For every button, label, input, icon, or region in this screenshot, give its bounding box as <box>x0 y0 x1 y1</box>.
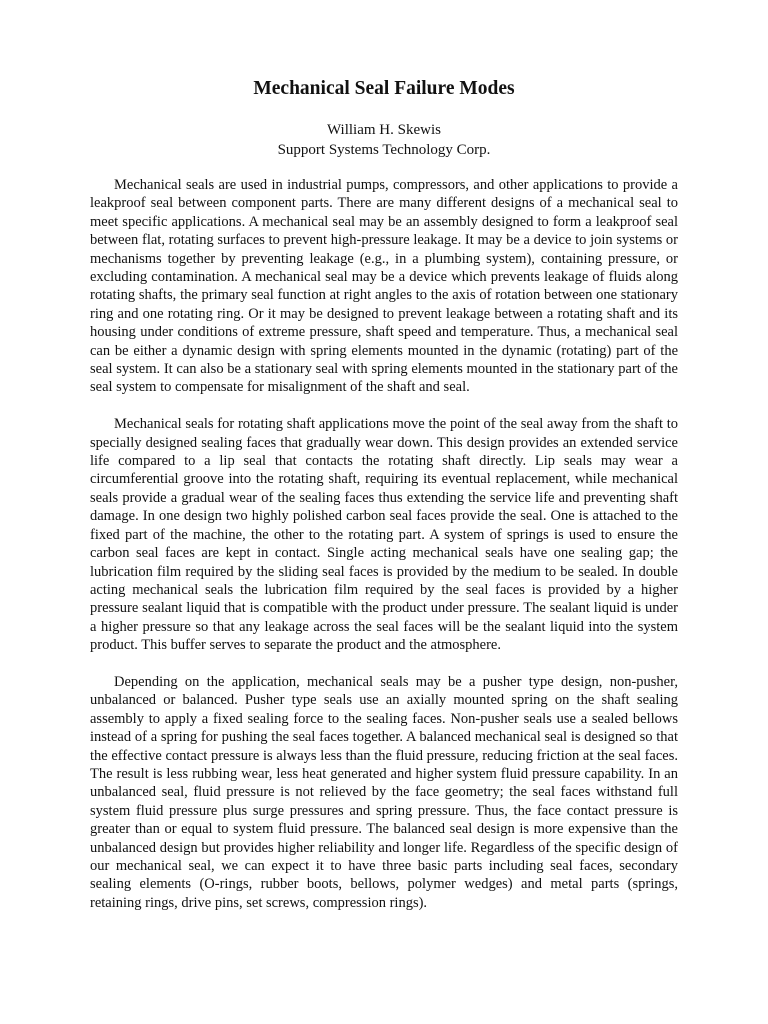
byline <box>90 120 678 160</box>
paragraph-2: Mechanical seals for rotating shaft applications move the point of the seal away from the shaft to specially designed sealing faces that gradually wear down. This design provides an extended service life compared to a lip seal that contacts the rotating shaft directly. Lip seals may wear a circumferential groove into the rotating shaft, requiring its eventual replacement, while mechanical seals provide a gradual wear of the sealing faces thus extending the service life and preventing shaft damage. In one design two highly polished carbon seal faces provide the seal. One is attached to the fixed part of the machine, the other to the rotating part. A system of springs is used to ensure the carbon seal faces are kept in contact. Single acting mechanical seals have one sealing gap; the lubrication film required by the sliding seal faces is provided by the medium to be sealed. In double acting mechanical seals the lubrication film required by the seal faces is provided by a higher pressure sealant liquid that is compatible with the product under pressure. The sealant liquid is under a higher pressure so that any leakage across the seal faces will be the sealant liquid into the system product. This buffer serves to separate the product and the atmosphere. <box>90 416 678 654</box>
author-name: William H. Skewis <box>327 122 441 138</box>
body-text <box>90 176 678 912</box>
document-title: Mechanical Seal Failure Modes <box>253 78 515 99</box>
paragraph-3: Depending on the application, mechanical seals may be a pusher type design, non-pusher, unbalanced or balanced. Pusher type seals use an axially mounted spring on the shaft sealing assembly to apply a fixed sealing force to the sealing faces. Non-pusher seals use a sealed bellows instead of a spring for pushing the seal faces together. A balanced mechanical seal is designed so that the effective contact pressure is always less than the fluid pressure, reducing friction at the seal faces. The result is less rubbing wear, less heat generated and higher system fluid pressure capability. In an unbalanced seal, fluid pressure is not relieved by the face geometry; the seal faces withstand full system fluid pressure plus surge pressures and spring pressure. Thus, the face contact pressure is greater than or equal to system fluid pressure. The balanced seal design is more expensive than the unbalanced design but provides higher reliability and longer life. Regardless of the specific design of our mechanical seal, we can expect it to have three basic parts including seal faces, secondary sealing elements (O-rings, rubber boots, bellows, polymer wedges) and metal parts (springs, retaining rings, drive pins, set screws, compression rings). <box>90 673 678 911</box>
document-page <box>90 0 678 912</box>
author-affiliation: Support Systems Technology Corp. <box>277 142 491 158</box>
paragraph-1: Mechanical seals are used in industrial pumps, compressors, and other applications to provide a leakproof seal between component parts. There are many different designs of a mechanical seal to meet specific applications. A mechanical seal may be an assembly designed to form a leakproof seal between flat, rotating surfaces to prevent high-pressure leakage. It may be a device to join systems or mechanisms together by preventing leakage (e.g., in a plumbing system), containing pressure, or excluding contamination. A mechanical seal may be a device which prevents leakage of fluids along rotating shafts, the primary seal function at right angles to the axis of rotation between one stationary ring and one rotating ring. Or it may be designed to prevent leakage between a rotating shaft and its housing under conditions of extreme pressure, shaft speed and temperature. Thus, a mechanical seal can be either a dynamic design with spring elements mounted in the dynamic (rotating) part of the seal system. It can also be a stationary seal with spring elements mounted in the stationary part of the seal system to compensate for misalignment of the shaft and seal. <box>90 177 678 396</box>
